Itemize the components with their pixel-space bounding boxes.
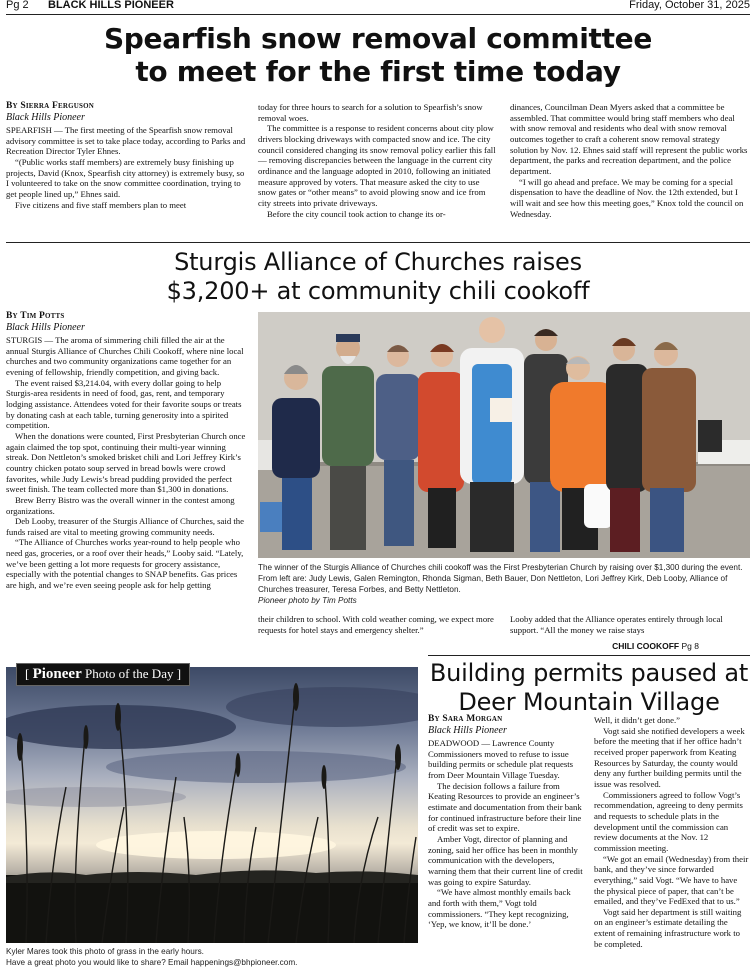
story2-headline[interactable]: Sturgis Alliance of Churches raises $3,200+ at community chili cookoff [166,248,590,305]
story1-col1 [6,100,246,210]
issue-date: Friday, October 31, 2025 [629,0,750,11]
story3-col1-text: DEADWOOD — Lawrence County Commissioners moved to refuse to issue building permits or schedule plat requests from Deer Mountain Village Tuesday. The decision follows a failure from Keating Resources to provide an engineer’s estimate and documentation from their bank for continued infrastructure before their line of credit was set to expire. Amber Vogt, director of planning and zoning, said her office has been in monthly communication with the developers, warning them that their current line of credit was going to expire Saturday. “We have almost monthly emails back and forth with them,” Vogt told commissioners. “They kept recognizing, ‘Yep, we know, it’ll be done.’ [428,738,583,930]
story2-col3: Looby added that the Alliance operates entirely through local support. “All the money we raise stays [510,614,723,635]
newspaper-name: BLACK HILLS PIONEER [48,0,174,11]
story1-headline[interactable]: Spearfish snow removal committee to meet for the first time today [103,22,653,88]
story1-col2: today for three hours to search for a solution to Spearfish’s snow removal woes. The committee is a response to resident concerns about city plow drivers blocking driveways with compacted snow and ice. The city council considered changing its snow removal policy earlier this fall — removing discrepancies between the language in the current city ordinance and the language adopted in 2010, following an initiated measure approved by voters. That measure asked the city to use snow gates or “other means” to avoid plowing snow and ice from city streets into private driveways. Before the city council took action to change its or- [258,102,496,219]
story3-byline: By Sara Morgan [428,714,503,724]
label-bracket-close: ] [173,666,182,681]
photo-of-the-day-label: [ Pioneer Photo of the Day ] [16,663,190,686]
label-bracket-open: [ [25,666,33,681]
story3-headline[interactable]: Building permits paused at Deer Mountain Village [429,659,749,716]
photo-of-the-day-caption: Kyler Mares took this photo of grass in the early hours. Have a great photo you would like to share? Email happenings@bhpioneer.com. [6,947,298,967]
chili-cookoff-group-photo[interactable] [258,312,750,558]
photo-of-the-day[interactable] [6,667,418,943]
section-rule-1 [6,242,750,243]
grass-photo-illustration [6,667,418,943]
story2-col1 [6,310,246,591]
section-rule-2 [428,655,750,656]
story2-jump-line[interactable]: CHILI COOKOFF Pg 8 [612,641,699,651]
story3-col2: Well, it didn’t get done.” Vogt said she notified developers a week before the meeting that if her office hadn’t received proper paperwork from Keating Resources by Saturday, the county would deny any further building permits until the issue was resolved. Commissioners agreed to follow Vogt’s recommendation, agreeing to deny permits and requests to schedule plats in the development until the commission can review documents at the Nov. 12 commission meeting. “We got an email (Wednesday) from their bank, and they’ve since forwarded everything,” said Vogt. “We have to have the physical piece of paper, that can’t be emailed, and they’ve FedExed that to us.” Vogt said her department is still waiting on an engineer’s estimate detailing the extent of remaining infrastructure work to be completed. [594,715,749,949]
group-photo-caption: The winner of the Sturgis Alliance of Churches chili cookoff was the First Presbyterian Church by raising over $1,300 during the event. From left are: Judy Lewis, Galen Remington, Rhonda Sigman, Beth Bauer, Don Nettleton, Lori Jeffrey Kirk, Deb Looby, Alliance of Churches treasurer, Teresa Forbes, and Betty Nettleton. [258,563,743,594]
story3-org: Black Hills Pioneer [428,725,507,736]
group-photo-illustration [258,312,750,558]
story2-col1-text: STURGIS — The aroma of simmering chili filled the air at the annual Sturgis Alliance of Churches Chili Cookoff, where nine local churches and two community organizations came together for an evening of fellowship, friendly competition, and giving back. The event raised $3,214.04, with every dollar going to help Sturgis-area residents in need of food, gas, rent, and temporary lodging assistance. Attendees voted for their favorite soups or treats by donating cash at each table, turning generosity into a spirited competition. When the donations were counted, First Presbyterian Church once again claimed the top spot, continuing their multi-year winning streak. Don Nettleton’s smoked brisket chili and Lori Jeffrey Kirk’s country chicken potato soup served in bread bowls were crowd favorites, while Judy Lewis’s bread pudding provided the perfect sweet finish. The team collected more than $1,300 in donations. Brew Berry Bistro was the overall winner in the contest among organizations. Deb Looby, treasurer of the Sturgis Alliance of Churches, said the funds raised are vital to meeting growing community needs. “The Alliance of Churches works year-round to help people who need gas, groceries, or a roof over their heads,” Looby said. “Lately, we’ve been getting a lot more requests for grocery assistance, especially with the potential changes to SNAP benefits. Gas prices are high, and we’re even seeing people ask for help getting [6,335,246,591]
story3-col1 [428,713,584,930]
group-photo-caption-block [258,562,750,606]
story2-col2: their children to school. With cold weather coming, we expect more requests for hotel stays and emergency shelter.” [258,614,494,635]
page-number: Pg 2 [6,0,29,11]
story1-org: Black Hills Pioneer [6,112,85,123]
story1-byline: By Sierra Ferguson [6,101,95,111]
story1-col1-text: SPEARFISH — The first meeting of the Spearfish snow removal advisory committee is set to take place today, according to Parks and Recreation Director Tyler Ehnes. “(Public works staff members) are extremely busy finishing up projects, David (Knox, Spearfish city attorney) is extremely busy, so I volunteered to take on the snow committee coordination, trying to get people lined up,” Ehnes said. Five citizens and five staff members plan to meet [6,125,246,210]
story2-org: Black Hills Pioneer [6,322,85,333]
story2-byline: By Tim Potts [6,311,65,321]
folio-rule [6,14,750,15]
story1-col3: dinances, Councilman Dean Myers asked that a committee be assembled. That committee would bring staff members who deal with snow removal and residents who deal with snow removal outcomes together to craft a coherent snow removal strategy solution by Nov. 12. Ehnes said staff will represent the public works department, the parks and recreation department, and the police department. “I will go ahead and preface. We may be coming for a special dispensation to have the deadline of Nov. the 12th extended, but I will wait and see how this meeting goes,” Knox told the council on Wednesday. [510,102,748,219]
group-photo-credit: Pioneer photo by Tim Potts [258,596,357,605]
